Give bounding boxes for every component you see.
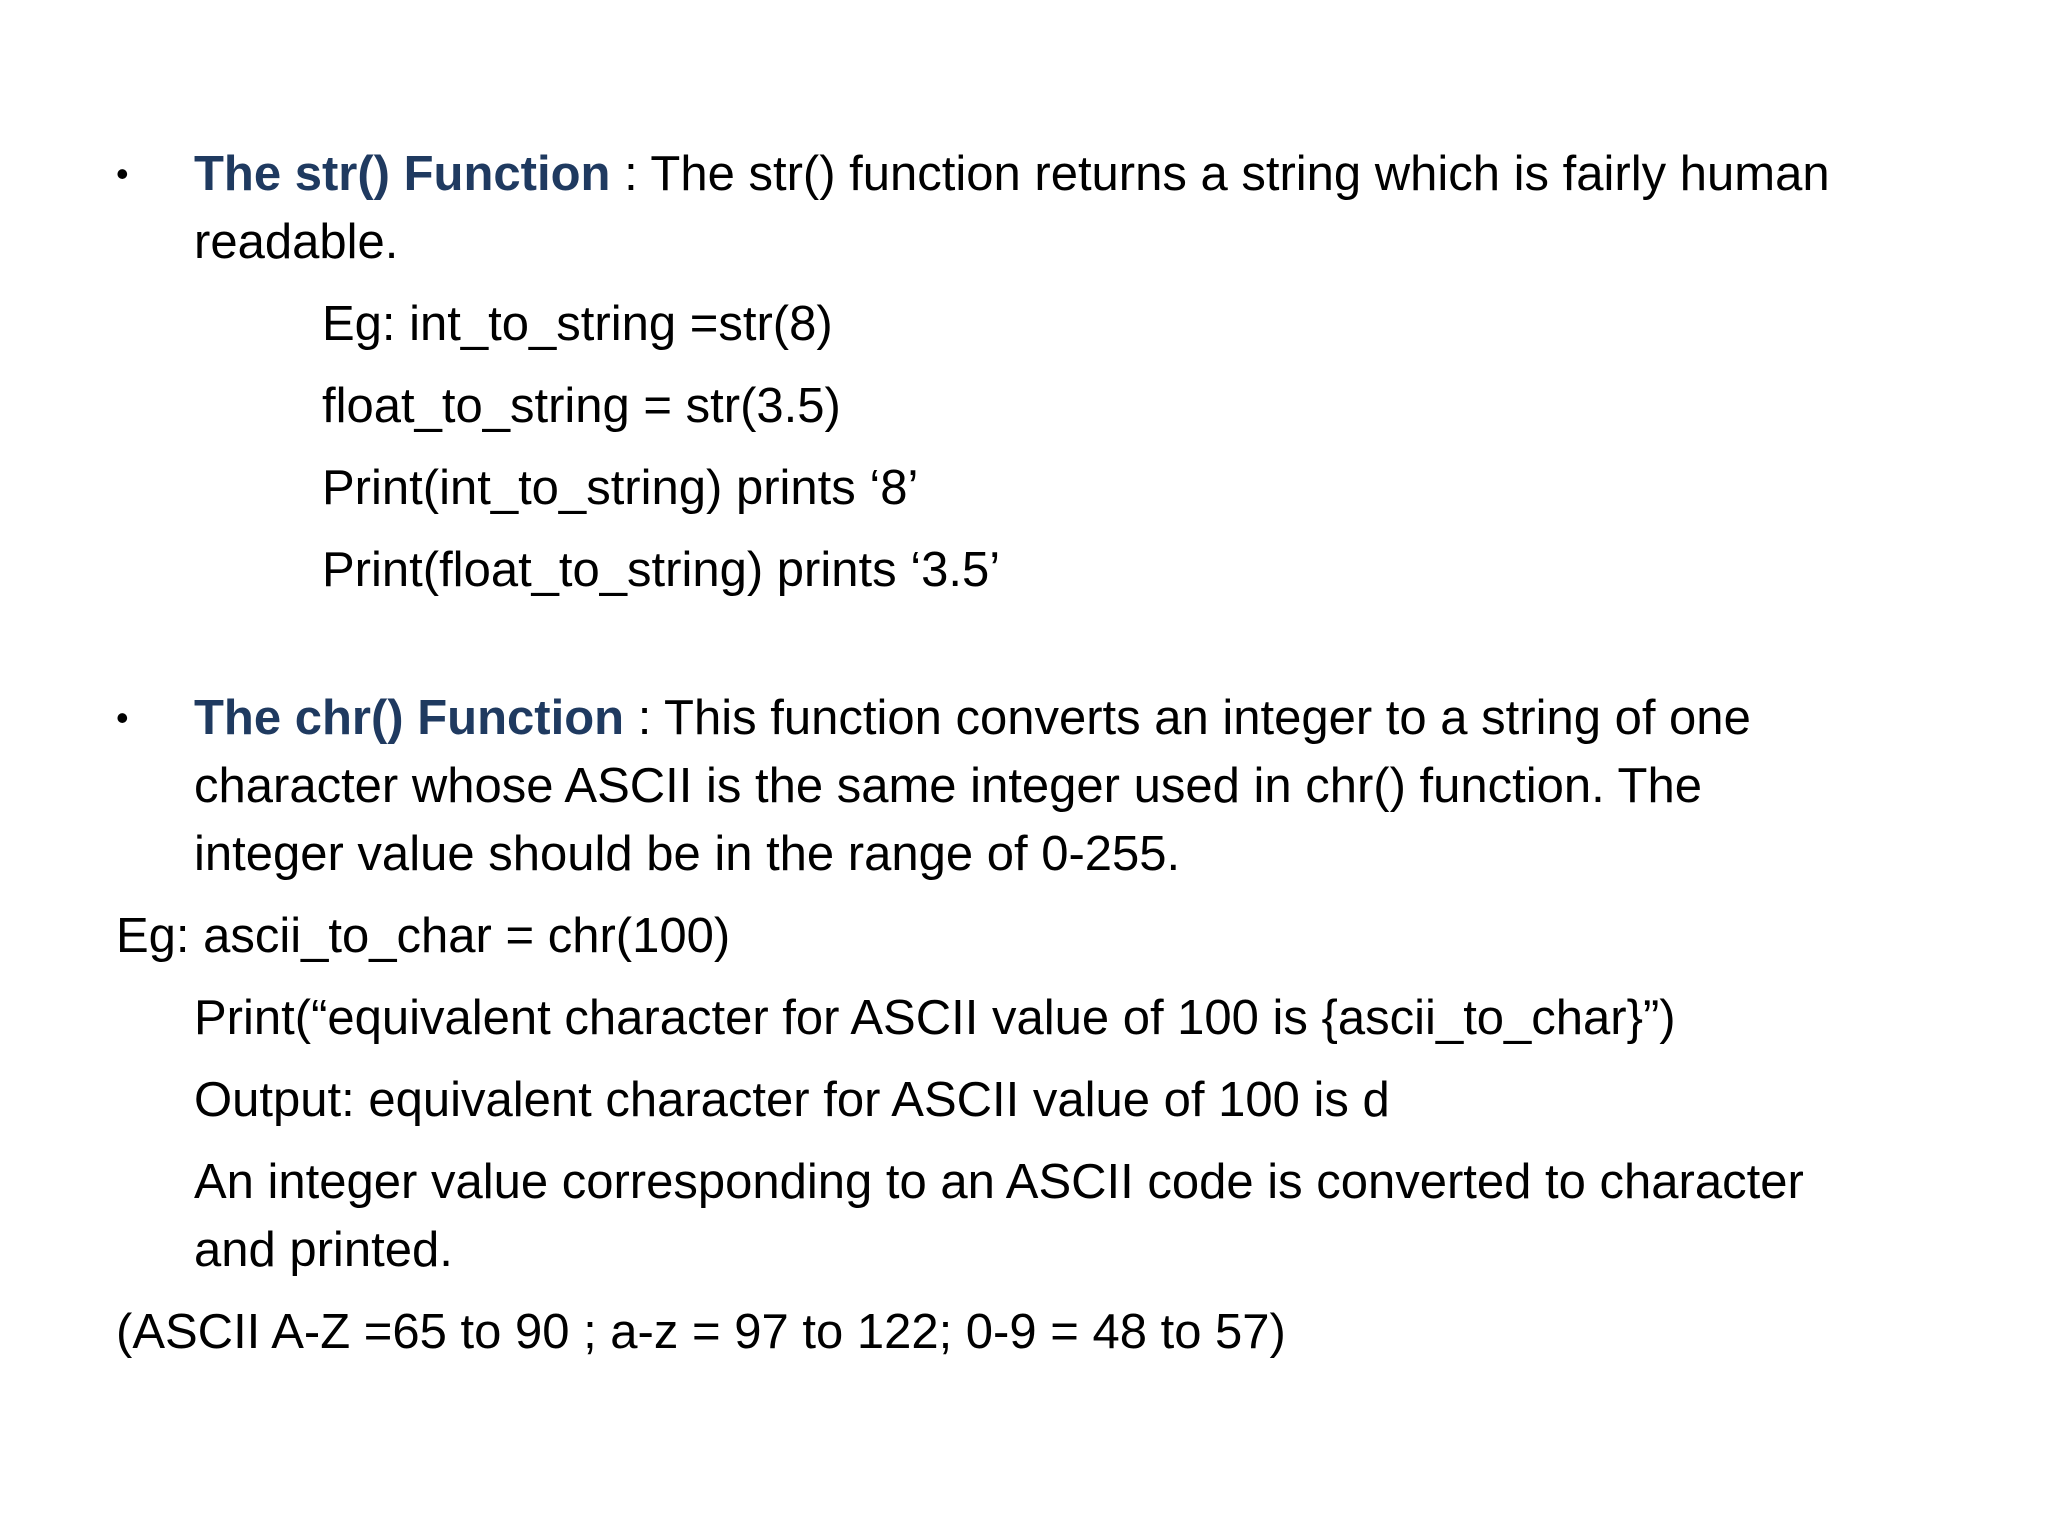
chr-explanation-2: and printed. bbox=[194, 1223, 453, 1277]
bullet-chr: • bbox=[116, 697, 129, 738]
chr-print-line: Print(“equivalent character for ASCII value of 100 is {ascii_to_char}”) bbox=[194, 991, 1676, 1045]
bullet-str: • bbox=[116, 153, 129, 194]
str-function-term: The str() Function bbox=[194, 147, 611, 201]
str-example-1: Eg: int_to_string =str(8) bbox=[322, 297, 833, 351]
str-description-cont: readable. bbox=[194, 215, 399, 269]
chr-example: Eg: ascii_to_char = chr(100) bbox=[116, 909, 731, 963]
str-example-2: float_to_string = str(3.5) bbox=[322, 379, 841, 433]
chr-description-cont-1: character whose ASCII is the same integer used in chr() function. The bbox=[194, 759, 1702, 813]
chr-function-term: The chr() Function bbox=[194, 691, 625, 745]
str-heading-line bbox=[194, 140, 1830, 208]
chr-description-cont-2: integer value should be in the range of 0-255. bbox=[194, 827, 1181, 881]
str-example-3: Print(int_to_string) prints ‘8’ bbox=[322, 461, 919, 515]
chr-description: : This function converts an integer to a string of one bbox=[624, 691, 1751, 745]
ascii-ranges: (ASCII A-Z =65 to 90 ; a-z = 97 to 122; 0-9 = 48 to 57) bbox=[116, 1305, 1286, 1359]
str-description: : The str() function returns a string which is fairly human bbox=[610, 147, 1830, 201]
chr-explanation-1: An integer value corresponding to an ASCII code is converted to character bbox=[194, 1155, 1804, 1209]
chr-output-line: Output: equivalent character for ASCII value of 100 is d bbox=[194, 1073, 1390, 1127]
chr-heading-line bbox=[194, 684, 1751, 752]
str-example-4: Print(float_to_string) prints ‘3.5’ bbox=[322, 543, 1001, 597]
